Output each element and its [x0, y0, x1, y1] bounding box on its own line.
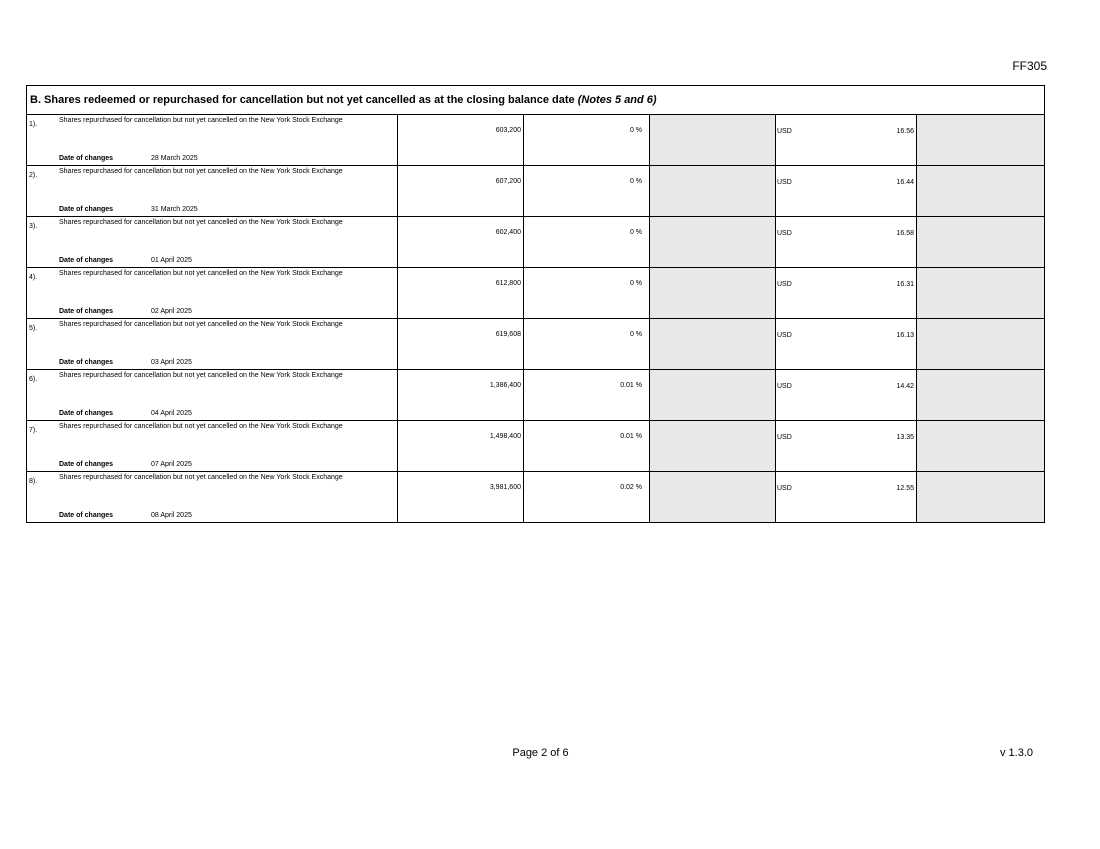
shares-count-cell: 607,200 — [398, 166, 524, 217]
shares-count-cell: 1,498,400 — [398, 421, 524, 472]
row-description: Shares repurchased for cancellation but not yet cancelled on the New York Stock Exchange — [59, 423, 343, 430]
description-cell — [27, 217, 398, 268]
price-cell — [776, 166, 917, 217]
percentage-cell: 0.01 % — [524, 421, 650, 472]
blank-gray-cell — [917, 217, 1045, 268]
blank-gray-cell — [917, 166, 1045, 217]
price-value: 12.55 — [896, 485, 914, 492]
date-of-changes-label: Date of changes — [59, 308, 114, 315]
date-of-changes-value: 28 March 2025 — [151, 155, 198, 162]
currency-label: USD — [777, 383, 792, 390]
table-row — [27, 166, 1045, 217]
price-cell — [776, 421, 917, 472]
date-of-changes-label: Date of changes — [59, 206, 114, 213]
table-row — [27, 370, 1045, 421]
blank-gray-cell — [917, 472, 1045, 523]
percentage-cell: 0 % — [524, 166, 650, 217]
percentage-cell: 0 % — [524, 115, 650, 166]
section-header-row — [27, 86, 1045, 115]
shares-repurchased-table — [26, 85, 1045, 523]
description-cell — [27, 166, 398, 217]
date-of-changes-value: 07 April 2025 — [151, 461, 192, 468]
shares-count-cell: 603,200 — [398, 115, 524, 166]
price-cell — [776, 370, 917, 421]
blank-gray-cell — [650, 217, 776, 268]
date-of-changes-value: 01 April 2025 — [151, 257, 192, 264]
percentage-cell: 0 % — [524, 319, 650, 370]
row-description: Shares repurchased for cancellation but not yet cancelled on the New York Stock Exchange — [59, 168, 343, 175]
currency-label: USD — [777, 230, 792, 237]
price-cell — [776, 268, 917, 319]
currency-label: USD — [777, 179, 792, 186]
price-cell — [776, 115, 917, 166]
shares-count-cell: 3,981,600 — [398, 472, 524, 523]
date-of-changes-label: Date of changes — [59, 155, 114, 162]
date-of-changes-label: Date of changes — [59, 257, 114, 264]
blank-gray-cell — [917, 421, 1045, 472]
price-cell — [776, 472, 917, 523]
row-number: 3). — [29, 223, 38, 230]
table-row — [27, 319, 1045, 370]
row-description: Shares repurchased for cancellation but not yet cancelled on the New York Stock Exchange — [59, 219, 343, 226]
rows-body — [27, 115, 1045, 523]
row-number: 1). — [29, 121, 38, 128]
price-value: 16.31 — [896, 281, 914, 288]
date-of-changes-value: 08 April 2025 — [151, 512, 192, 519]
percentage-cell: 0.01 % — [524, 370, 650, 421]
blank-gray-cell — [650, 319, 776, 370]
section-title — [27, 86, 1045, 115]
blank-gray-cell — [650, 421, 776, 472]
blank-gray-cell — [650, 166, 776, 217]
row-number: 6). — [29, 376, 38, 383]
date-of-changes-value: 31 March 2025 — [151, 206, 198, 213]
percentage-cell: 0 % — [524, 217, 650, 268]
table-row — [27, 268, 1045, 319]
row-number: 5). — [29, 325, 38, 332]
currency-label: USD — [777, 434, 792, 441]
price-cell — [776, 217, 917, 268]
row-number: 8). — [29, 478, 38, 485]
section-title-notes: (Notes 5 and 6) — [577, 94, 657, 106]
table-row — [27, 217, 1045, 268]
date-of-changes-label: Date of changes — [59, 461, 114, 468]
page-number: Page 2 of 6 — [512, 747, 569, 759]
row-description: Shares repurchased for cancellation but not yet cancelled on the New York Stock Exchange — [59, 321, 343, 328]
blank-gray-cell — [650, 370, 776, 421]
row-description: Shares repurchased for cancellation but not yet cancelled on the New York Stock Exchange — [59, 474, 343, 481]
row-description: Shares repurchased for cancellation but not yet cancelled on the New York Stock Exchange — [59, 117, 343, 124]
description-cell — [27, 370, 398, 421]
date-of-changes-value: 03 April 2025 — [151, 359, 192, 366]
date-of-changes-value: 04 April 2025 — [151, 410, 192, 417]
blank-gray-cell — [650, 115, 776, 166]
date-of-changes-label: Date of changes — [59, 512, 114, 519]
blank-gray-cell — [917, 115, 1045, 166]
blank-gray-cell — [917, 268, 1045, 319]
currency-label: USD — [777, 128, 792, 135]
shares-count-cell: 1,386,400 — [398, 370, 524, 421]
blank-gray-cell — [917, 319, 1045, 370]
row-number: 2). — [29, 172, 38, 179]
form-code: FF305 — [1012, 59, 1047, 73]
blank-gray-cell — [650, 268, 776, 319]
blank-gray-cell — [917, 370, 1045, 421]
row-description: Shares repurchased for cancellation but not yet cancelled on the New York Stock Exchange — [59, 270, 343, 277]
price-value: 16.58 — [896, 230, 914, 237]
description-cell — [27, 421, 398, 472]
row-description: Shares repurchased for cancellation but not yet cancelled on the New York Stock Exchange — [59, 372, 343, 379]
price-value: 16.44 — [896, 179, 914, 186]
table-row — [27, 472, 1045, 523]
version-label: v 1.3.0 — [999, 747, 1033, 759]
row-number: 7). — [29, 427, 38, 434]
date-of-changes-label: Date of changes — [59, 359, 114, 366]
shares-count-cell: 602,400 — [398, 217, 524, 268]
percentage-cell: 0.02 % — [524, 472, 650, 523]
blank-gray-cell — [650, 472, 776, 523]
shares-count-cell: 619,608 — [398, 319, 524, 370]
percentage-cell: 0 % — [524, 268, 650, 319]
currency-label: USD — [777, 332, 792, 339]
description-cell — [27, 472, 398, 523]
price-value: 16.56 — [896, 128, 914, 135]
price-value: 14.42 — [896, 383, 914, 390]
currency-label: USD — [777, 281, 792, 288]
price-value: 16.13 — [896, 332, 914, 339]
row-number: 4). — [29, 274, 38, 281]
table-row — [27, 421, 1045, 472]
description-cell — [27, 115, 398, 166]
currency-label: USD — [777, 485, 792, 492]
section-title-text: B. Shares redeemed or repurchased for cancellation but not yet cancelled as at the closing balance date — [30, 94, 578, 106]
price-cell — [776, 319, 917, 370]
table-row — [27, 115, 1045, 166]
description-cell — [27, 268, 398, 319]
description-cell — [27, 319, 398, 370]
price-value: 13.35 — [896, 434, 914, 441]
date-of-changes-label: Date of changes — [59, 410, 114, 417]
date-of-changes-value: 02 April 2025 — [151, 308, 192, 315]
shares-count-cell: 612,800 — [398, 268, 524, 319]
